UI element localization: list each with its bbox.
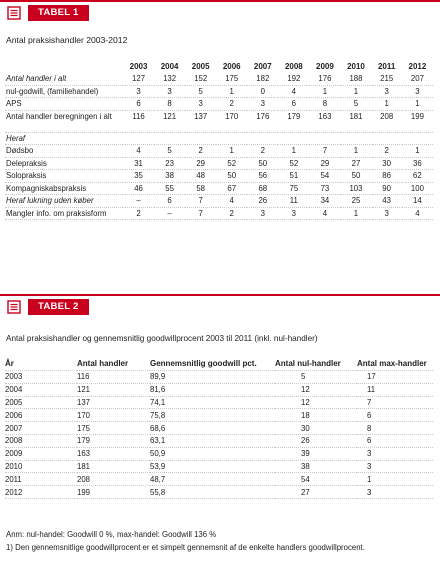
max-cell: 6 [357, 409, 433, 422]
nul-cell: 26 [275, 434, 357, 447]
year-cell: 2008 [5, 434, 77, 447]
table1-row [5, 98, 433, 111]
table1-cell: 1 [402, 98, 433, 111]
table1-cell [309, 132, 340, 145]
year-header: 2006 [222, 62, 241, 71]
goodwill-cell: 74,1 [150, 396, 275, 409]
year-header: 2010 [347, 62, 365, 71]
table1-cell: 175 [216, 73, 247, 85]
count-cell: 137 [77, 396, 150, 409]
table1-cell: 2 [216, 98, 247, 111]
table1-cell: 67 [216, 182, 247, 195]
table1-cell: 1 [216, 145, 247, 158]
col-header-count: Antal handler [77, 356, 150, 371]
table1-cell: 116 [123, 110, 154, 132]
table1-header-row [5, 60, 433, 73]
table1-cell: 7 [185, 195, 216, 208]
table2-footnote: 1) Den gennemsnitlige goodwillprocent er et simpelt gennemsnit af de enkelte handlers goodwillprocent. [6, 543, 365, 552]
table1-cell [123, 132, 154, 145]
table1-cell: 29 [309, 157, 340, 170]
row-label: Heraf lukning uden køber [5, 195, 123, 208]
table1-cell: 3 [278, 207, 309, 220]
table1-cell: 52 [278, 157, 309, 170]
table1-cell: 132 [154, 73, 185, 85]
table1-cell: 3 [123, 85, 154, 98]
col-header-year: År [5, 356, 77, 371]
table1-cell: 176 [309, 73, 340, 85]
table1-cell: 3 [247, 207, 278, 220]
table1-cell: 54 [309, 170, 340, 183]
table1-cell: – [123, 195, 154, 208]
count-cell: 175 [77, 422, 150, 435]
table2-panel [0, 294, 440, 574]
nul-cell: 38 [275, 460, 357, 473]
table1-cell: 75 [278, 182, 309, 195]
table2-title: TABEL 2 [28, 299, 89, 315]
table1-cell: 36 [402, 157, 433, 170]
table1-cell: 50 [216, 170, 247, 183]
table1-cell: 179 [278, 110, 309, 132]
max-cell: 3 [357, 447, 433, 460]
table1-cell [247, 132, 278, 145]
row-label: Solopraksis [5, 170, 123, 183]
table1-cell: 56 [247, 170, 278, 183]
year-header: 2008 [284, 62, 303, 71]
table1-panel [0, 0, 440, 262]
table1-cell: 7 [309, 145, 340, 158]
table1-cell: 31 [123, 157, 154, 170]
table1-cell: 2 [372, 145, 402, 158]
table1-row [5, 110, 433, 132]
goodwill-cell: 81,6 [150, 383, 275, 396]
table1-cell: 86 [372, 170, 402, 183]
table1-cell: 35 [123, 170, 154, 183]
max-cell: 17 [357, 371, 433, 384]
count-cell: 116 [77, 371, 150, 384]
table2-note: Anm: nul-handel: Goodwill 0 %, max-handel: Goodwill 136 % [6, 530, 217, 539]
goodwill-cell: 55,8 [150, 486, 275, 499]
table1-cell: 1 [216, 85, 247, 98]
table2-row [5, 486, 433, 499]
table1-cell: 6 [154, 195, 185, 208]
table2-row [5, 383, 433, 396]
table1-cell: 26 [247, 195, 278, 208]
table1-cell: 208 [372, 110, 402, 132]
table2-header-row [5, 356, 433, 371]
table1-cell [216, 132, 247, 145]
goodwill-cell: 53,9 [150, 460, 275, 473]
year-cell: 2003 [5, 371, 77, 384]
document-list-icon [0, 2, 28, 24]
table1-cell: 3 [154, 85, 185, 98]
table1-cell: 103 [340, 182, 371, 195]
table1-cell: 5 [154, 145, 185, 158]
table1-cell: 2 [247, 145, 278, 158]
table1-cell: 1 [278, 145, 309, 158]
nul-cell: 27 [275, 486, 357, 499]
table1-cell: 2 [185, 145, 216, 158]
table1-cell: 2 [216, 207, 247, 220]
table1-row [5, 182, 433, 195]
goodwill-cell: 50,9 [150, 447, 275, 460]
table1-cell: 6 [123, 98, 154, 111]
table1-cell: 121 [154, 110, 185, 132]
table1-cell [154, 132, 185, 145]
year-header: 2011 [377, 62, 396, 71]
table1-title: TABEL 1 [28, 5, 89, 21]
table1-cell: 38 [154, 170, 185, 183]
table1-row [5, 195, 433, 208]
table1-cell: 34 [309, 195, 340, 208]
table2-row [5, 409, 433, 422]
col-header-max: Antal max-handler [357, 356, 433, 371]
year-cell: 2007 [5, 422, 77, 435]
year-cell: 2011 [5, 473, 77, 486]
table1-body [5, 73, 433, 220]
table2-row [5, 447, 433, 460]
row-label: Heraf [5, 132, 123, 145]
table1-header [0, 2, 440, 24]
table1-cell: 176 [247, 110, 278, 132]
count-cell: 121 [77, 383, 150, 396]
year-header: 2007 [253, 62, 272, 71]
year-header: 2003 [129, 62, 148, 71]
table1-cell: 8 [309, 98, 340, 111]
table1-cell: 51 [278, 170, 309, 183]
table1-cell [340, 132, 371, 145]
table2-row [5, 371, 433, 384]
goodwill-cell: 89,9 [150, 371, 275, 384]
table1-row [5, 145, 433, 158]
year-cell: 2006 [5, 409, 77, 422]
table1-cell: 3 [372, 207, 402, 220]
nul-cell: 18 [275, 409, 357, 422]
table2-grid [5, 356, 433, 499]
max-cell: 8 [357, 422, 433, 435]
row-label: Antal handler beregningen i alt [5, 110, 123, 132]
nul-cell: 5 [275, 371, 357, 384]
table1-cell: 25 [340, 195, 371, 208]
table2-row [5, 473, 433, 486]
max-cell: 3 [357, 486, 433, 499]
table1-cell: 4 [216, 195, 247, 208]
table1-cell: 58 [185, 182, 216, 195]
year-header: 2004 [160, 62, 179, 71]
table1-cell: 46 [123, 182, 154, 195]
year-cell: 2009 [5, 447, 77, 460]
table1-cell: 90 [372, 182, 402, 195]
nul-cell: 30 [275, 422, 357, 435]
table1-cell: 62 [402, 170, 433, 183]
table1-cell: 215 [372, 73, 402, 85]
table1-cell: 68 [247, 182, 278, 195]
table1-cell: – [154, 207, 185, 220]
count-cell: 163 [77, 447, 150, 460]
table1-cell: 11 [278, 195, 309, 208]
count-cell: 179 [77, 434, 150, 447]
goodwill-cell: 63,1 [150, 434, 275, 447]
row-label: Delepraksis [5, 157, 123, 170]
row-label: Dødsbo [5, 145, 123, 158]
count-cell: 208 [77, 473, 150, 486]
table1-cell: 4 [309, 207, 340, 220]
table1-cell [372, 132, 402, 145]
max-cell: 3 [357, 460, 433, 473]
table1-cell: 1 [309, 85, 340, 98]
goodwill-cell: 48,7 [150, 473, 275, 486]
row-label: nul-godwill, (familiehandel) [5, 85, 123, 98]
table1-cell: 5 [185, 85, 216, 98]
nul-cell: 12 [275, 383, 357, 396]
table1-cell: 1 [402, 145, 433, 158]
table1-corner [5, 60, 123, 73]
col-header-goodwill: Gennemsnitlig goodwill pct. [150, 356, 275, 371]
table1-cell: 137 [185, 110, 216, 132]
table1-cell: 1 [340, 145, 371, 158]
table1-cell [402, 132, 433, 145]
table2-body [5, 371, 433, 499]
year-header: 2009 [316, 62, 334, 71]
row-label: APS [5, 98, 123, 111]
max-cell: 6 [357, 434, 433, 447]
table1-cell: 3 [247, 98, 278, 111]
col-header-nul: Antal nul-handler [275, 356, 357, 371]
goodwill-cell: 75,8 [150, 409, 275, 422]
table1-cell: 163 [309, 110, 340, 132]
table1-cell: 1 [372, 98, 402, 111]
table1-cell: 52 [216, 157, 247, 170]
table1-cell: 127 [123, 73, 154, 85]
table1-row [5, 85, 433, 98]
table1-cell: 3 [402, 85, 433, 98]
table1-cell: 4 [278, 85, 309, 98]
table1-row [5, 207, 433, 220]
table1-cell: 27 [340, 157, 371, 170]
row-label: Kompagniskabspraksis [5, 182, 123, 195]
table1-cell: 192 [278, 73, 309, 85]
table1-cell: 181 [340, 110, 371, 132]
table1-cell: 48 [185, 170, 216, 183]
year-cell: 2010 [5, 460, 77, 473]
table1-cell: 1 [340, 207, 371, 220]
table2-row [5, 434, 433, 447]
nul-cell: 12 [275, 396, 357, 409]
row-label: Antal handler i alt [5, 73, 123, 85]
table2-row [5, 422, 433, 435]
table1-grid [5, 60, 433, 220]
table1-cell: 152 [185, 73, 216, 85]
table1-cell: 5 [340, 98, 371, 111]
table1-row [5, 132, 433, 145]
table1-cell: 1 [340, 85, 371, 98]
table1-row [5, 157, 433, 170]
document-list-icon [0, 296, 28, 318]
table1-cell: 8 [154, 98, 185, 111]
count-cell: 181 [77, 460, 150, 473]
max-cell: 1 [357, 473, 433, 486]
nul-cell: 54 [275, 473, 357, 486]
nul-cell: 39 [275, 447, 357, 460]
table1-cell: 7 [185, 207, 216, 220]
table1-cell: 100 [402, 182, 433, 195]
table1-cell: 199 [402, 110, 433, 132]
table1-cell: 188 [340, 73, 371, 85]
table1-cell: 73 [309, 182, 340, 195]
table1-cell: 2 [123, 207, 154, 220]
table2-subtitle: Antal praksishandler og gennemsnitlig goodwillprocent 2003 til 2011 (inkl. nul-handler) [6, 334, 318, 343]
table1-cell: 3 [185, 98, 216, 111]
table1-cell: 207 [402, 73, 433, 85]
max-cell: 7 [357, 396, 433, 409]
goodwill-cell: 68,6 [150, 422, 275, 435]
table1-cell: 6 [278, 98, 309, 111]
year-cell: 2004 [5, 383, 77, 396]
table1-cell [278, 132, 309, 145]
table2-row [5, 396, 433, 409]
table1-subtitle: Antal praksishandler 2003-2012 [6, 35, 128, 45]
count-cell: 199 [77, 486, 150, 499]
table2-header [0, 296, 440, 318]
year-header: 2005 [191, 62, 210, 71]
table1-cell: 30 [372, 157, 402, 170]
year-header: 2012 [408, 62, 427, 71]
table1-cell: 55 [154, 182, 185, 195]
year-cell: 2012 [5, 486, 77, 499]
table1-cell: 50 [340, 170, 371, 183]
year-cell: 2005 [5, 396, 77, 409]
table1-cell: 4 [123, 145, 154, 158]
table1-row [5, 73, 433, 85]
table1-cell: 50 [247, 157, 278, 170]
count-cell: 170 [77, 409, 150, 422]
max-cell: 11 [357, 383, 433, 396]
table1-cell [185, 132, 216, 145]
table1-cell: 3 [372, 85, 402, 98]
table1-cell: 29 [185, 157, 216, 170]
table1-row [5, 170, 433, 183]
table1-cell: 170 [216, 110, 247, 132]
row-label: Mangler info. om praksisform [5, 207, 123, 220]
table2-row [5, 460, 433, 473]
table1-cell: 182 [247, 73, 278, 85]
table1-cell: 43 [372, 195, 402, 208]
table1-cell: 23 [154, 157, 185, 170]
table1-cell: 0 [247, 85, 278, 98]
table1-cell: 4 [402, 207, 433, 220]
table1-cell: 14 [402, 195, 433, 208]
